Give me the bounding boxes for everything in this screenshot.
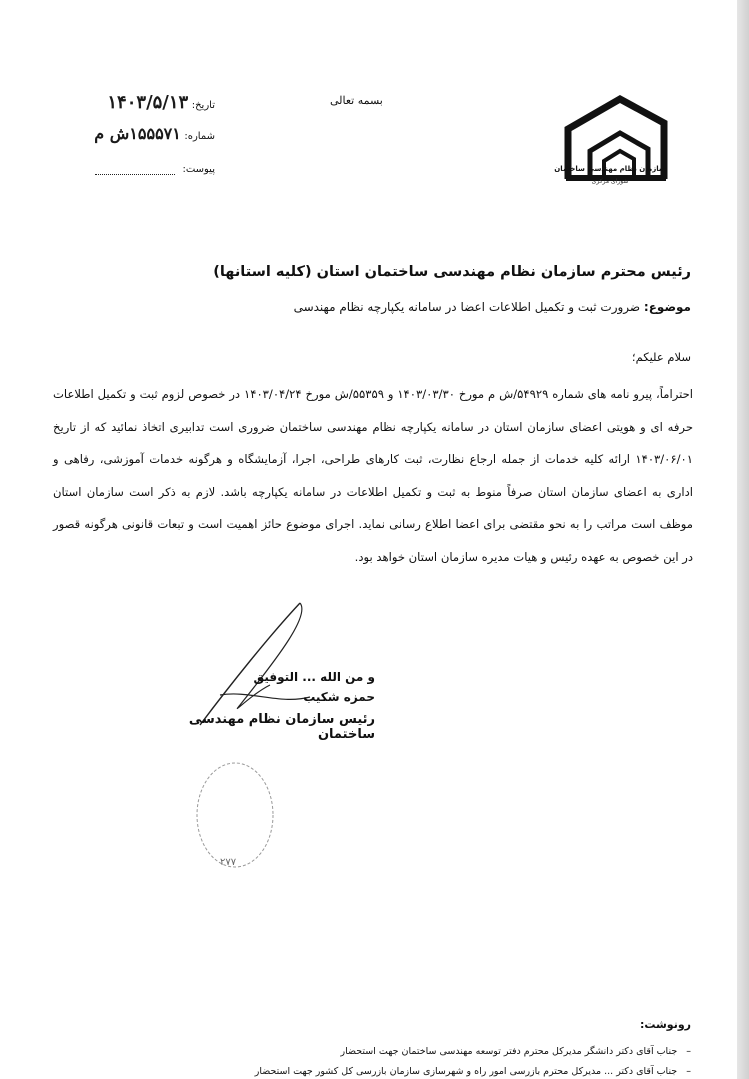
faint-stamp-icon [190,755,280,875]
cc-item: – جناب آقای دکتر دانشگر مدیرکل محترم دفتر توسعه مهندسی ساختمان جهت استحضار [340,1046,691,1057]
greeting: سلام علیکم؛ [631,350,691,364]
cc-title: رونوشت: [639,1018,691,1031]
organization-name: سازمان نظام مهندسی ساختمان [554,165,666,173]
cc-dash: – [677,1046,691,1057]
recipient: رئیس محترم سازمان نظام مهندسی ساختمان استان (کلیه استانها) [213,264,691,280]
attachment-blank [95,174,175,175]
subject-label: موضوع: [643,300,691,314]
date-label: تاریخ: [191,100,215,111]
attachment-label: پیوست: [182,164,215,175]
subject-text: ضرورت ثبت و تکمیل اطلاعات اعضا در سامانه یکپارچه نظام مهندسی [293,300,641,314]
closing-phrase: و من الله ... التوفیق [253,670,375,684]
signature-block [135,670,375,742]
svg-text:۲۷۷: ۲۷۷ [220,857,237,868]
cc-dash: – [677,1066,691,1077]
date-row [30,92,215,113]
attachment-row [30,162,215,175]
cc-item: – جناب آقای دکتر ... مدیرکل محترم بازرسی امور راه و شهرسازی سازمان بازرسی کل کشور جهت استحضار [254,1066,691,1077]
number-label: شماره: [184,131,215,142]
number-row [30,124,215,143]
signer-title: رئیس سازمان نظام مهندسی ساختمان [188,712,375,742]
bismillah: بسمه تعالی [330,94,383,107]
scan-edge [737,0,749,1079]
date-value: ۱۴۰۳/۵/۱۳ [107,92,189,113]
organization-sub: شورای مرکزی [591,178,629,185]
letter-body: احتراماً، پیرو نامه های شماره ۵۴۹۲۹/ش م مورخ ۱۴۰۳/۰۳/۳۰ و ۵۵۳۵۹/ش مورخ ۱۴۰۳/۰۴/۲۴ در خصوص لزوم ثبت و تکمیل اطلاعات حرفه ای و هویتی اعضای سازمان استان در سامانه یکپارچه نظام مهندسی ساختمان ضروری است تدابیری اتخاذ نمائید که از تاریخ ۱۴۰۳/۰۶/۰۱ ارائه کلیه خدمات از جمله ارجاع نظارت، ثبت کارهای طراحی، اجرا، آزمایشگاه و هرگونه خدمات آموزشی، رفاهی و اداری به اعضای سازمان استان صرفاً منوط به ثبت و تکمیل اطلاعات در سامانه یکپارچه باشد. لازم به ذکر است سازمان استان موظف است مراتب را به نحو مقتضی برای اعضا اطلاع رسانی نماید. اجرای موضوع حائز اهمیت است و تبعات قانونی هرگونه قصور در این خصوص به عهده رئیس و هیات مدیره سازمان استان خواهد بود. [53,387,693,564]
signer-name: حمزه شکیب [303,690,375,704]
number-value: ۱۵۵۵۷۱ش م [94,124,181,143]
subject-line [294,300,691,314]
